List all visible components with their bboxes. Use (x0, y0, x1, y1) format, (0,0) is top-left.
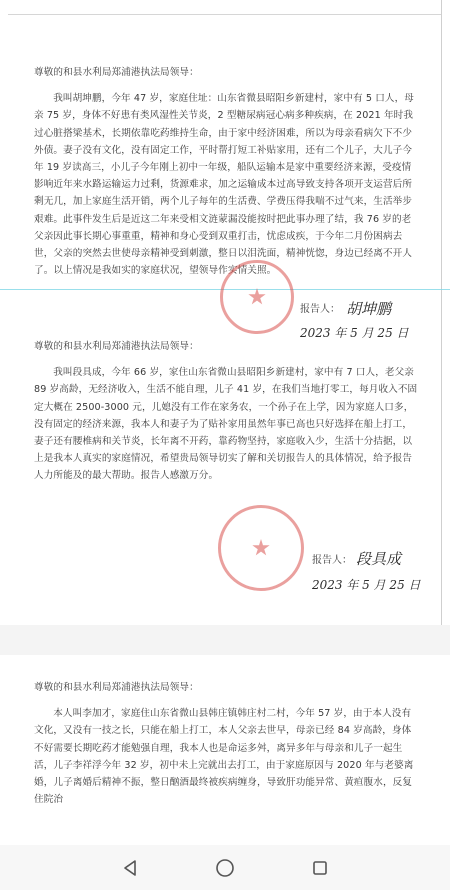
red-seal-stamp-2 (218, 505, 304, 591)
letter-1-body: 我叫胡坤鹏，今年 47 岁，家庭住址：山东省微县昭阳乡新建村，家中有 5 口人，母亲 75 岁，身体不好患有类风湿性关节炎，2 型糖尿病冠心病多种疾病，在 2021 年时我过心脏搭梁基术，长期依靠吃药维持生命，由于家中经济困难，所以为母亲看病欠下不少外债。妻子没有文化，没有固定工作，平时帮打短工补贴家用，还有二个儿子，大儿子今年 19 岁读高三，小儿子今年刚上初中一年级，船队运输本是家中重要经济来源，受疫情影响近年来水路运输运力过剩，货源难求，加之运输成本过高导致支持各项开支运营后所剩无几，加上家庭生活开销，两个儿子每年的生活费、学费压得我喘不过气来，生活举步艰难。此事件发生后是近这二年来受相文涟蒙漏没能按时把此事办理了结，我 76 岁的老父亲因此事长期心事重重，精神和身心受到双重打击，忧虑成疾，于今年二月份困病去世，父亲的突然去世使母亲精神受到刺激，整日以泪洗面，精神恍惚，身边已经离不开人了。以上情况是我如实的家庭状况，望领导作实情关照。 (34, 93, 414, 277)
letter-2-body: 我叫段具成，今年 66 岁，家住山东省微山县昭阳乡新建村，家中有 7 口人，老父亲 89 岁高龄，无经济收入，生活不能自理，儿子 41 岁，在我们当地打零工，每月收入不固定大概在 2500-3000 元，儿媳没有工作在家务农，一个孙子在上学，因为家庭人口多，没有固定的经济来源，我本人和妻子为了贴补家用虽然年事已高也只好选择在船上打工，妻子还有腰椎病和关节炎，长年离不开药，靠药物坚持，家庭收入少，生活十分拮据，以上是我本人真实的家庭情况，希望贵局领导切实了解和关切报告人的具体情况，给予报告人力所能及的最大帮助。报告人感激万分。 (34, 367, 418, 482)
triangle-back-icon (121, 859, 139, 877)
circle-home-icon (215, 858, 235, 878)
letter-1-date: 2023 年 5 月 25 日 (300, 326, 409, 340)
letter-1-signature: 胡坤鹏 (346, 300, 392, 318)
letter-1-reporter-label: 报告人： (300, 304, 340, 315)
page-top-edge (8, 14, 442, 15)
recent-apps-button[interactable] (306, 854, 334, 882)
system-navigation-bar (0, 845, 450, 890)
letter-2 (34, 338, 418, 485)
letter-2-reporter-label: 报告人： (312, 555, 352, 566)
letter-3-body: 本人叫李加才，家庭住山东省微山县韩庄镇韩庄村二村，今年 57 岁，由于本人没有文化，又没有一技之长，只能在船上打工，本人父亲去世早，母亲已经 84 岁高龄，身体不好需要长期吃药才能勉强自理，我本人也是命运多舛，离异多年与母亲和儿子一起生活，儿子李祥浮今年 32 岁，初中未上完就出去打工，由于家庭原因与 2020 年与老婆离婚，儿子离婚后精神不振，整日酗酒最终被疾病缠身，导致肝功能异常、黄疸腹水，反复住院治 (34, 708, 414, 806)
letter-1-salutation: 尊敬的和县水利局郑浦港执法局领导： (34, 67, 199, 78)
home-button[interactable] (211, 854, 239, 882)
letter-2-date: 2023 年 5 月 25 日 (312, 578, 421, 592)
page-right-border (441, 0, 442, 625)
document-page-2 (0, 655, 450, 845)
back-button[interactable] (116, 854, 144, 882)
letter-2-salutation: 尊敬的和县水利局郑浦港执法局领导： (34, 341, 199, 352)
square-recent-icon (311, 859, 329, 877)
letter-2-signature: 段具成 (356, 550, 402, 568)
letter-1 (34, 64, 418, 279)
red-seal-stamp-1 (220, 260, 294, 334)
letter-3-salutation: 尊敬的和县水利局郑浦港执法局领导： (34, 682, 199, 693)
letter-3 (34, 679, 418, 808)
